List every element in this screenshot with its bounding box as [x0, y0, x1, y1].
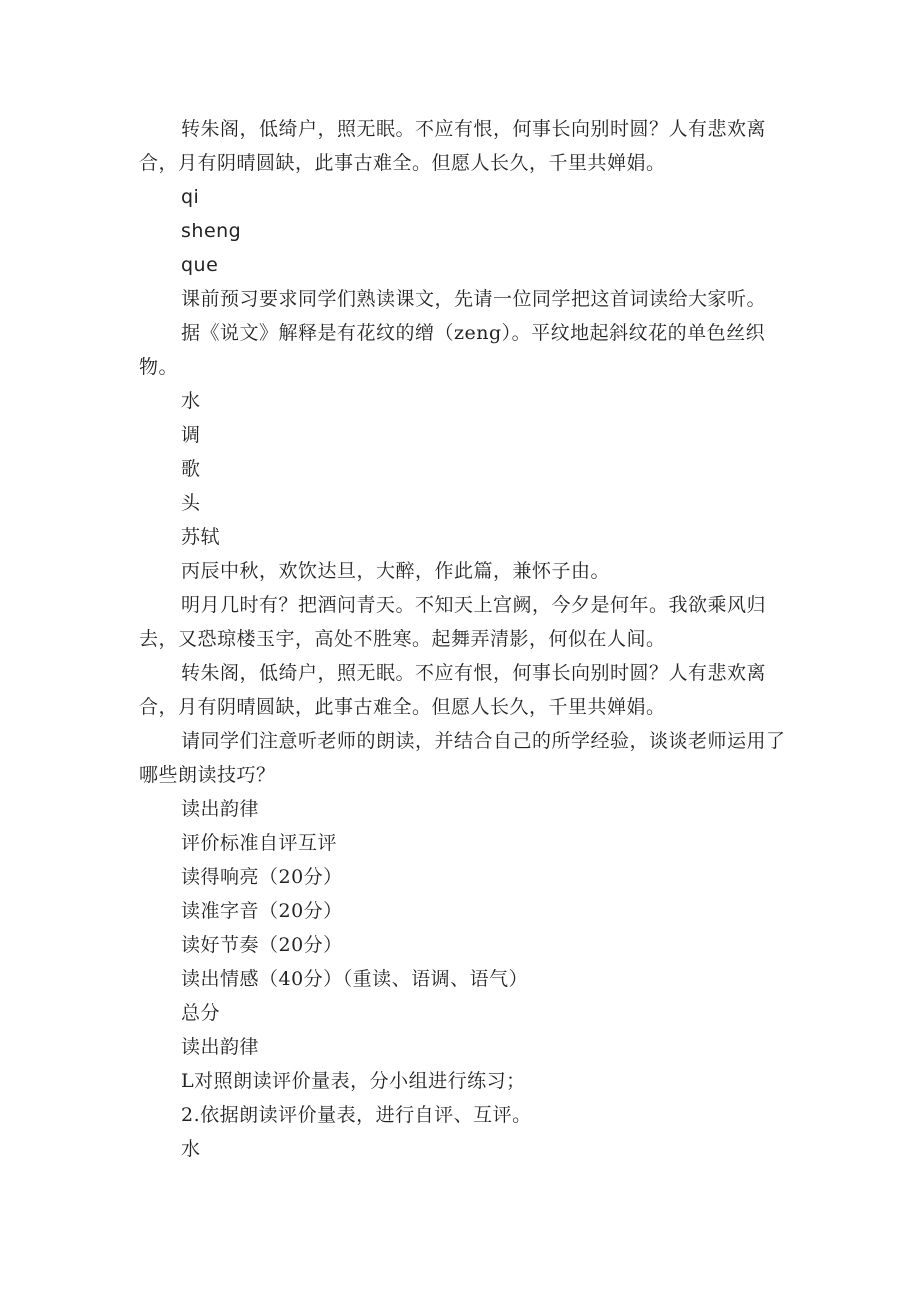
poem-second-stanza: 转朱阁，低绮户，照无眠。不应有恨，何事长向别时圆？人有悲欢离合，月有阴晴圆缺，此事古难全。但愿人长久，千里共婵娟。	[139, 662, 767, 718]
step-2-evaluate: 2.依据朗读评价量表，进行自评、互评。	[181, 1104, 532, 1126]
pinyin-sheng: sheng	[181, 220, 242, 242]
title-char-shui-repeat: 水	[181, 1138, 201, 1160]
paragraph-shuowen-explanation: 据《说文》解释是有花纹的缯（zeng）。平纹地起斜纹花的单色丝织物。	[139, 322, 766, 378]
paragraph-listening-task: 请同学们注意听老师的朗读，并结合自己的所学经验，谈谈老师运用了哪些朗读技巧？	[139, 730, 786, 786]
rubric-heading: 读出韵律	[181, 798, 260, 820]
title-char-diao: 调	[181, 424, 201, 446]
title-char-ge: 歌	[181, 458, 201, 480]
pinyin-qi: qi	[181, 186, 200, 208]
rubric-total: 总分	[181, 1002, 221, 1024]
rubric-heading-repeat: 读出韵律	[181, 1036, 260, 1058]
poem-preface: 丙辰中秋，欢饮达旦，大醉，作此篇，兼怀子由。	[181, 560, 611, 582]
title-char-tou: 头	[181, 492, 201, 514]
rubric-item-emotion: 读出情感（40分）（重读、语调、语气）	[181, 968, 529, 990]
rubric-item-pronunciation: 读准字音（20分）	[181, 900, 343, 922]
poem-author: 苏轼	[181, 526, 221, 548]
paragraph-preview-instruction: 课前预习要求同学们熟读课文，先请一位同学把这首词读给大家听。	[181, 288, 767, 310]
step-1-practice: L对照朗读评价量表，分小组进行练习；	[181, 1070, 526, 1092]
poem-first-stanza: 明月几时有？把酒问青天。不知天上宫阙，今夕是何年。我欲乘风归去，又恐琼楼玉宇，高处不胜寒。起舞弄清影，何似在人间。	[139, 594, 767, 650]
rubric-item-rhythm: 读好节奏（20分）	[181, 934, 343, 956]
rubric-header-row: 评价标准自评互评	[181, 832, 338, 854]
rubric-item-loud: 读得响亮（20分）	[181, 866, 343, 888]
paragraph-lyrics-second-stanza: 转朱阁，低绮户，照无眠。不应有恨，何事长向别时圆？人有悲欢离合，月有阴晴圆缺，此事古难全。但愿人长久，千里共婵娟。	[139, 118, 767, 174]
title-char-shui: 水	[181, 390, 201, 412]
document-body	[139, 112, 789, 1166]
pinyin-que: que	[181, 254, 219, 276]
